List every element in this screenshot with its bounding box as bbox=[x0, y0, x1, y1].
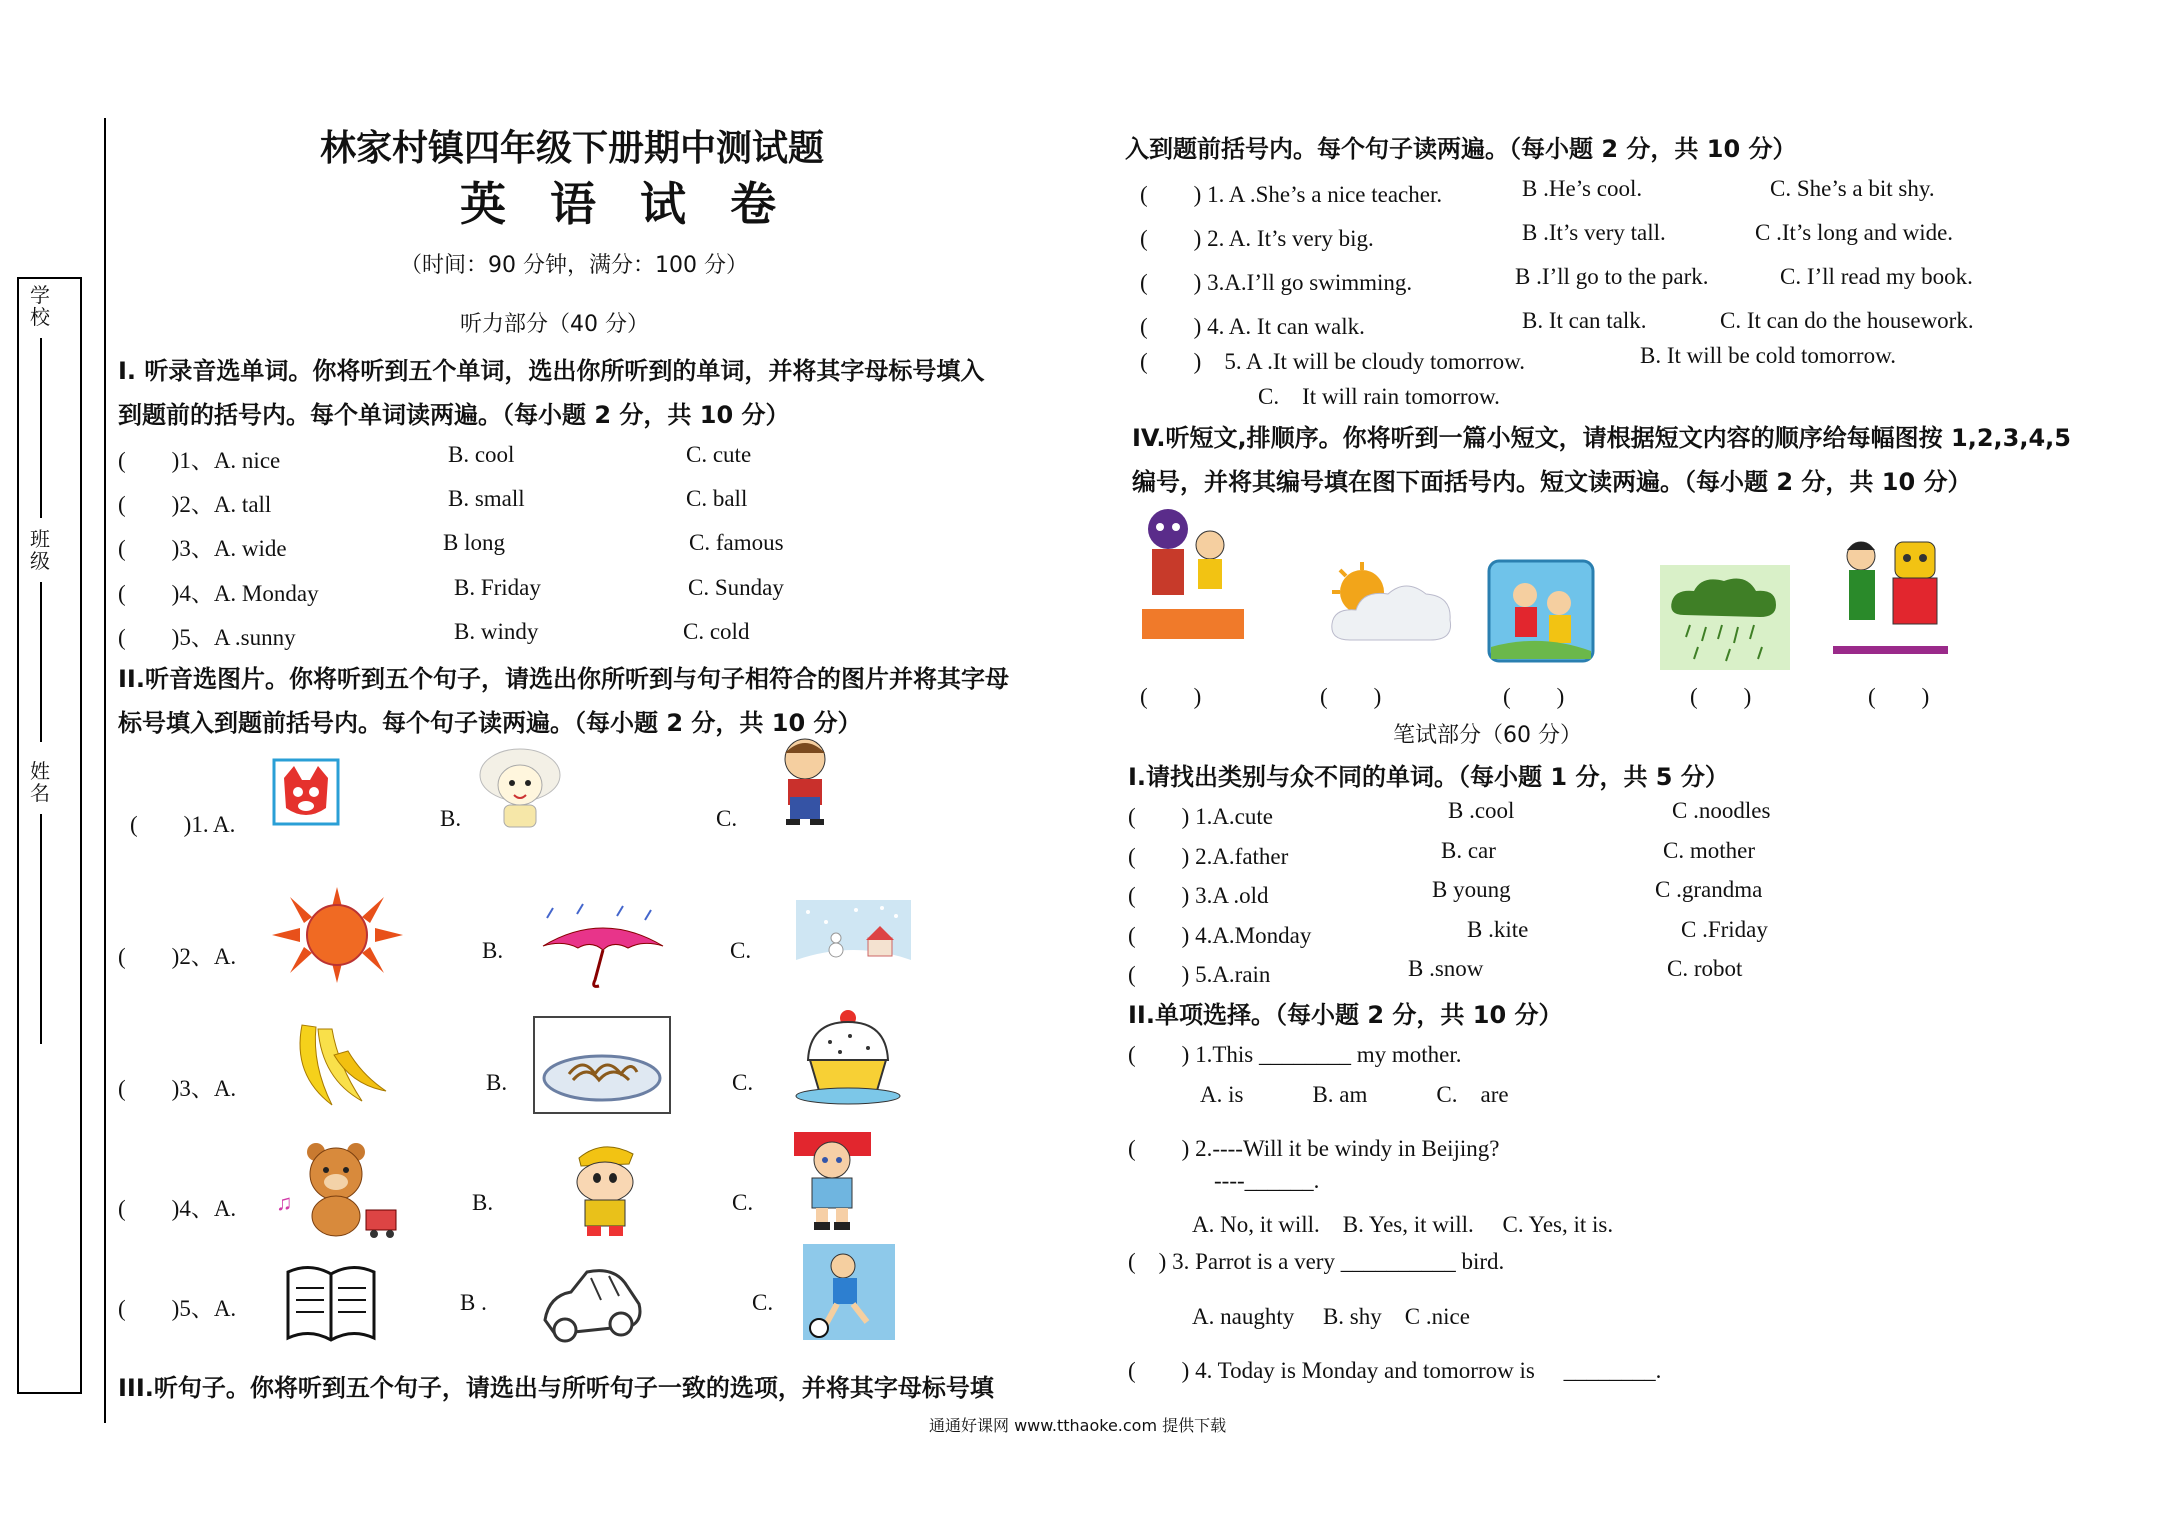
kids-playing-picture bbox=[1485, 555, 1600, 665]
sec2-q3-c: C. bbox=[732, 1070, 754, 1095]
w1-q5: ( ) 5.A.rain bbox=[1128, 962, 1271, 987]
w1-q5-c: C. robot bbox=[1667, 956, 1743, 981]
sec3-q2-b: B .It’s very tall. bbox=[1522, 220, 1666, 245]
w2-q2: ( ) 2.----Will it be windy in Beijing? bbox=[1128, 1136, 1500, 1161]
w2-q2-options: A. No, it will. B. Yes, it will. C. Yes, it is. bbox=[1192, 1212, 1614, 1237]
sec3-q3-c: C. I’ll read my book. bbox=[1780, 264, 1973, 289]
sec2-q5: ( )5、A. bbox=[118, 1296, 237, 1321]
book-picture bbox=[282, 1258, 380, 1354]
w2-q3: ( ) 3. Parrot is a very __________ bird. bbox=[1128, 1249, 1505, 1274]
time-info: （时间：90 分钟，满分：100 分） bbox=[400, 253, 748, 278]
sec3-q4-c: C. It can do the housework. bbox=[1720, 308, 1974, 333]
sec2-q2-c: C. bbox=[730, 938, 752, 963]
sec1-q2-b: B. small bbox=[448, 486, 525, 511]
car-picture bbox=[535, 1256, 645, 1352]
sec1-q2-c: C. ball bbox=[686, 486, 748, 511]
robot-and-boy-picture bbox=[1138, 505, 1248, 645]
sec4-blank-4[interactable]: ( ) bbox=[1690, 684, 1752, 709]
sec2-q1-c: C. bbox=[716, 806, 738, 831]
sheep-cartoon-picture bbox=[460, 745, 580, 830]
crayon-boy-picture bbox=[553, 1138, 653, 1238]
sec1-q5-c: C. cold bbox=[683, 619, 750, 644]
sec1-q4-b: B. Friday bbox=[454, 575, 541, 600]
sec2-q1-b: B. bbox=[440, 806, 462, 831]
written-sec2-heading: II.单项选择。（每小题 2 分，共 10 分） bbox=[1128, 1001, 1563, 1029]
sec4-instructions-2: 编号，并将其编号填在图下面括号内。短文读两遍。（每小题 2 分，共 10 分） bbox=[1132, 468, 1972, 496]
written-sec1-heading: I.请找出类别与众不同的单词。（每小题 1 分，共 5 分） bbox=[1128, 763, 1729, 791]
sec3-q5: ( ) 5. A .It will be cloudy tomorrow. bbox=[1140, 349, 1525, 374]
w2-q3-options: A. naughty B. shy C .nice bbox=[1192, 1304, 1470, 1329]
sec1-q3: ( )3、A. wide bbox=[118, 536, 287, 561]
footer-credit: 通通好课网 www.tthaoke.com 提供下载 bbox=[929, 1416, 1227, 1435]
sec1-q5: ( )5、A .sunny bbox=[118, 625, 296, 650]
sec3-q1-b: B .He’s cool. bbox=[1522, 176, 1643, 201]
sunny-cloud-picture bbox=[1322, 560, 1457, 650]
w2-q1-options: A. is B. am C. are bbox=[1200, 1082, 1509, 1107]
written-heading: 笔试部分（60 分） bbox=[1393, 723, 1582, 748]
w1-q4-b: B .kite bbox=[1467, 917, 1529, 942]
w1-q1-c: C .noodles bbox=[1672, 798, 1771, 823]
w1-q2-b: B. car bbox=[1441, 838, 1496, 863]
sec3-q5-c: C. It will rain tomorrow. bbox=[1258, 384, 1500, 409]
boy-and-robot-picture bbox=[1833, 528, 1948, 658]
bear-music-picture bbox=[270, 1140, 402, 1240]
sec3-q4-b: B. It can talk. bbox=[1522, 308, 1647, 333]
rain-cloud-picture bbox=[1660, 565, 1790, 670]
w1-q4-c: C .Friday bbox=[1681, 917, 1768, 942]
binding-class-label: 班级 bbox=[30, 527, 50, 573]
sec2-q2: ( )2、A. bbox=[118, 944, 237, 969]
listening-heading: 听力部分（40 分） bbox=[460, 312, 649, 337]
sec3-instructions-1: III.听句子。你将听到五个句子，请选出与所听句子一致的选项，并将其字母标号填 bbox=[118, 1374, 994, 1402]
w1-q2-c: C. mother bbox=[1663, 838, 1755, 863]
sec3-q1: ( ) 1. A .She’s a nice teacher. bbox=[1140, 182, 1443, 207]
binding-name-label: 姓名 bbox=[30, 759, 50, 805]
sec2-instructions-1: II.听音选图片。你将听到五个句子，请选出你所听到与句子相符合的图片并将其字母 bbox=[118, 665, 1009, 693]
snow-scene-picture bbox=[796, 900, 911, 984]
binding-name-line bbox=[40, 814, 42, 1044]
w1-q4: ( ) 4.A.Monday bbox=[1128, 923, 1312, 948]
sec3-q1-c: C. She’s a bit shy. bbox=[1770, 176, 1935, 201]
sec1-instructions-1: I. 听录音选单词。你将听到五个单词，选出你所听到的单词，并将其字母标号填入 bbox=[118, 357, 985, 385]
sec2-q2-b: B. bbox=[482, 938, 504, 963]
girl-cartoon-picture bbox=[790, 1126, 875, 1232]
w1-q2: ( ) 2.A.father bbox=[1128, 844, 1289, 869]
boy-football-picture bbox=[803, 1244, 895, 1340]
cupcake-picture bbox=[790, 1008, 905, 1108]
sec4-blank-1[interactable]: ( ) bbox=[1140, 684, 1202, 709]
binding-class-line bbox=[40, 582, 42, 742]
sec1-q3-b: B long bbox=[443, 530, 505, 555]
sec1-q4: ( )4、A. Monday bbox=[118, 581, 319, 606]
fox-face-picture bbox=[272, 758, 340, 826]
sec4-blank-3[interactable]: ( ) bbox=[1503, 684, 1565, 709]
sec3-q5-b: B. It will be cold tomorrow. bbox=[1640, 343, 1896, 368]
w1-q3-c: C .grandma bbox=[1655, 877, 1763, 902]
sec2-q4-c: C. bbox=[732, 1190, 754, 1215]
w1-q1: ( ) 1.A.cute bbox=[1128, 804, 1273, 829]
sec1-q1: ( )1、A. nice bbox=[118, 448, 281, 473]
boy-cartoon-picture bbox=[760, 735, 850, 827]
sec2-q5-c: C. bbox=[752, 1290, 774, 1315]
banana-picture bbox=[282, 1015, 392, 1115]
sec3-q3: ( ) 3.A.I’ll go swimming. bbox=[1140, 270, 1413, 295]
sec1-q3-c: C. famous bbox=[689, 530, 784, 555]
sec2-q4-b: B. bbox=[472, 1190, 494, 1215]
exam-subtitle: 英 语 试 卷 bbox=[460, 177, 791, 231]
w1-q3: ( ) 3.A .old bbox=[1128, 883, 1269, 908]
svg-text:♫: ♫ bbox=[276, 1190, 293, 1215]
w2-q2-answer: ----______. bbox=[1214, 1168, 1320, 1193]
sec3-q3-b: B .I’ll go to the park. bbox=[1515, 264, 1709, 289]
sec2-q4: ( )4、A. bbox=[118, 1196, 237, 1221]
umbrella-rain-picture bbox=[533, 900, 673, 990]
w1-q5-b: B .snow bbox=[1408, 956, 1484, 981]
w1-q3-b: B young bbox=[1432, 877, 1511, 902]
w1-q1-b: B .cool bbox=[1448, 798, 1515, 823]
sec3-q2-c: C .It’s long and wide. bbox=[1755, 220, 1954, 245]
binding-margin bbox=[17, 277, 82, 1394]
sec2-q1: ( )1. A. bbox=[130, 812, 236, 837]
fold-line bbox=[104, 118, 106, 1423]
sec1-q1-c: C. cute bbox=[686, 442, 752, 467]
binding-school-label: 学校 bbox=[30, 283, 50, 329]
sec1-q5-b: B. windy bbox=[454, 619, 539, 644]
sec4-instructions-1: IV.听短文,排顺序。你将听到一篇小短文，请根据短文内容的顺序给每幅图按 1,2,3,4,5 bbox=[1132, 424, 2071, 452]
exam-title: 林家村镇四年级下册期中测试题 bbox=[320, 128, 825, 169]
sec1-q2: ( )2、A. tall bbox=[118, 492, 272, 517]
sec1-q1-b: B. cool bbox=[448, 442, 515, 467]
sec4-blank-5[interactable]: ( ) bbox=[1868, 684, 1930, 709]
w2-q1: ( ) 1.This ________ my mother. bbox=[1128, 1042, 1462, 1067]
w2-q4: ( ) 4. Today is Monday and tomorrow is ________. bbox=[1128, 1358, 1662, 1383]
sun-picture bbox=[270, 885, 405, 985]
sec2-q3: ( )3、A. bbox=[118, 1076, 237, 1101]
sec3-instructions-2: 入到题前括号内。每个句子读两遍。（每小题 2 分，共 10 分） bbox=[1125, 135, 1797, 163]
noodles-picture bbox=[533, 1016, 671, 1114]
sec4-blank-2[interactable]: ( ) bbox=[1320, 684, 1382, 709]
sec2-instructions-2: 标号填入到题前括号内。每个句子读两遍。（每小题 2 分，共 10 分） bbox=[118, 709, 862, 737]
sec3-q4: ( ) 4. A. It can walk. bbox=[1140, 314, 1365, 339]
sec1-q4-c: C. Sunday bbox=[688, 575, 784, 600]
binding-school-line bbox=[40, 338, 42, 518]
sec2-q3-b: B. bbox=[486, 1070, 508, 1095]
sec2-q5-b: B . bbox=[460, 1290, 487, 1315]
sec3-q2: ( ) 2. A. It’s very big. bbox=[1140, 226, 1374, 251]
sec1-instructions-2: 到题前的括号内。每个单词读两遍。（每小题 2 分，共 10 分） bbox=[118, 401, 790, 429]
